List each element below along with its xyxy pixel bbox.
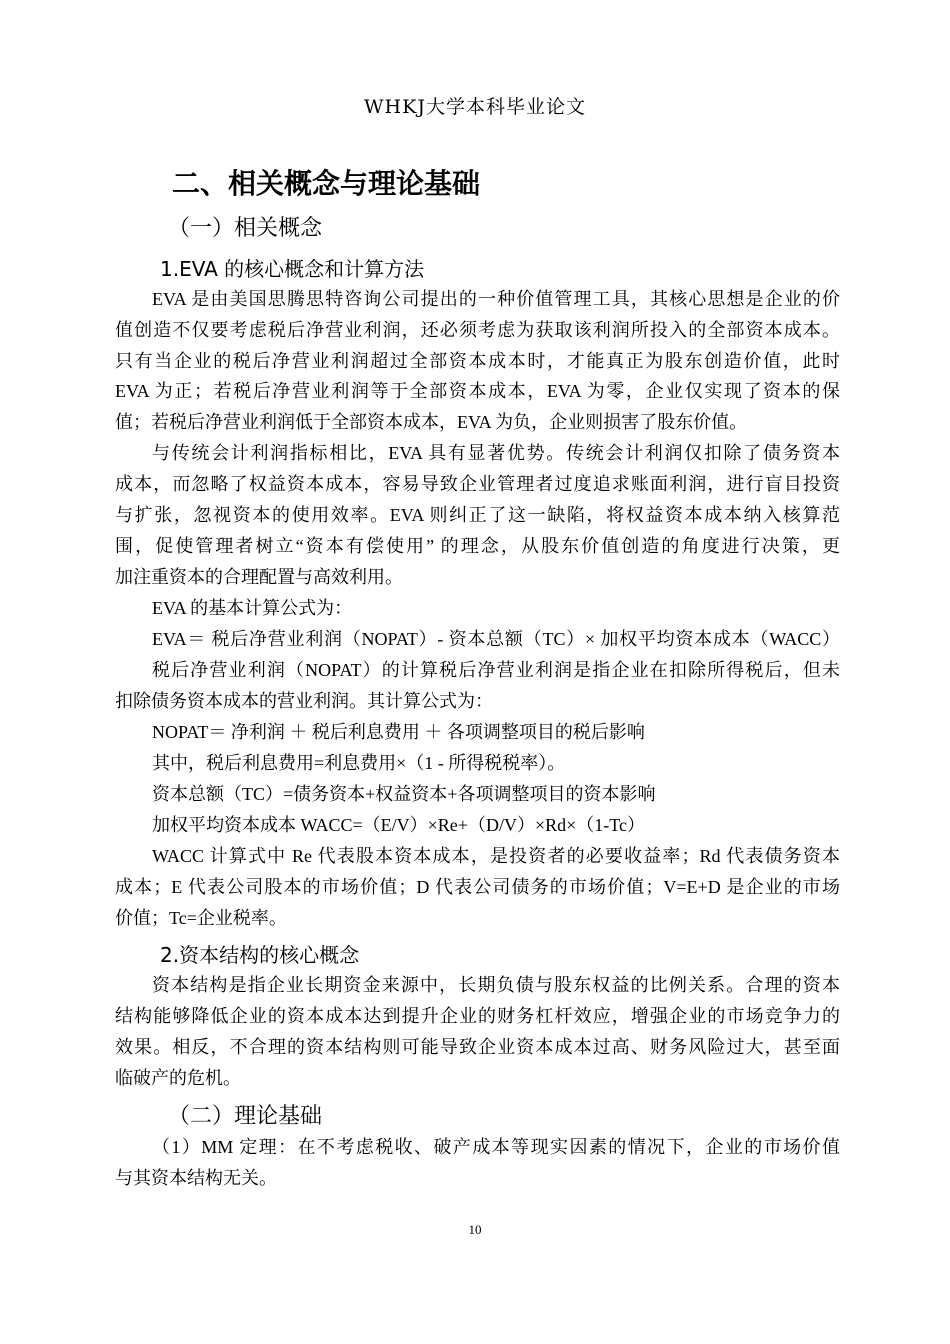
paragraph-line: EVA 是由美国思腾思特咨询公司提出的一种价值管理工具，其核心思想是企业的价: [152, 289, 840, 309]
formula-interest: 其中，税后利息费用=利息费用×（1 - 所得税税率）。: [152, 753, 566, 773]
paragraph-line: 值创造不仅要考虑税后净营业利润，还必须考虑为获取该利润所投入的全部资本成本。: [115, 320, 840, 340]
paragraph-line: 价值；Tc=企业税率。: [115, 908, 287, 928]
formula-intro: EVA 的基本计算公式为：: [152, 598, 353, 618]
paragraph-line: 资本结构是指企业长期资金来源中，长期负债与股东权益的比例关系。合理的资本: [152, 975, 840, 995]
formula-eva: EVA＝ 税后净营业利润（NOPAT）- 资本总额（TC）× 加权平均资本成本（WACC）: [152, 629, 840, 649]
page-number: 10: [468, 1222, 482, 1237]
paragraph-line: EVA 为正；若税后净营业利润等于全部资本成本，EVA 为零，企业仅实现了资本的保: [115, 381, 840, 401]
paragraph-line: （1）MM 定理：在不考虑税收、破产成本等现实因素的情况下，企业的市场价值: [152, 1137, 840, 1157]
subsection-title-eva: 1.EVA 的核心概念和计算方法: [160, 257, 425, 281]
paragraph-line: 扣除债务资本成本的营业利润。其计算公式为：: [115, 691, 493, 711]
paragraph-line: WACC 计算式中 Re 代表股本资本成本，是投资者的必要收益率；Rd 代表债务资本: [152, 846, 840, 866]
paragraph-line: 结构能够降低企业的资本成本达到提升企业的财务杠杆效应，增强企业的市场竞争力的: [115, 1006, 840, 1026]
paragraph-line: 围，促使管理者树立“资本有偿使用” 的理念，从股东价值创造的角度进行决策，更: [115, 536, 840, 556]
formula-nopat: NOPAT＝ 净利润 ＋ 税后利息费用 ＋ 各项调整项目的税后影响: [152, 722, 645, 742]
section-title-theory: （二）理论基础: [168, 1104, 323, 1129]
formula-tc: 资本总额（TC）=债务资本+权益资本+各项调整项目的资本影响: [152, 784, 656, 804]
paragraph-line: 值；若税后净营业利润低于全部资本成本，EVA 为负，企业则损害了股东价值。: [115, 412, 748, 432]
paragraph-line: 临破产的危机。: [115, 1068, 241, 1088]
paragraph-line: 只有当企业的税后净营业利润超过全部资本成本时，才能真正为股东创造价值，此时: [115, 351, 840, 371]
chapter-title: 二、相关概念与理论基础: [172, 167, 481, 200]
section-title-concepts: （一）相关概念: [168, 216, 323, 241]
paragraph-line: 与其资本结构无关。: [115, 1168, 277, 1188]
paragraph-line: 与扩张，忽视资本的使用效率。EVA 则纠正了这一缺陷，将权益资本成本纳入核算范: [115, 505, 840, 525]
paragraph-line: 效果。相反，不合理的资本结构则可能导致企业资本成本过高、财务风险过大，甚至面: [115, 1037, 840, 1057]
formula-wacc: 加权平均资本成本 WACC=（E/V）×Re+（D/V）×Rd×（1-Tc）: [152, 815, 645, 835]
page-header: WHKJ大学本科毕业论文: [364, 96, 586, 118]
paragraph-line: 加注重资本的合理配置与高效利用。: [115, 567, 403, 587]
paragraph-line: 成本；E 代表公司股本的市场价值；D 代表公司债务的市场价值；V=E+D 是企业的市场: [115, 877, 840, 897]
paragraph-line: 税后净营业利润（NOPAT）的计算税后净营业利润是指企业在扣除所得税后，但未: [152, 660, 840, 680]
subsection-title-capital-structure: 2.资本结构的核心概念: [160, 943, 360, 967]
paragraph-line: 成本，而忽略了权益资本成本，容易导致企业管理者过度追求账面利润，进行盲目投资: [115, 474, 840, 494]
paragraph-line: 与传统会计利润指标相比，EVA 具有显著优势。传统会计利润仅扣除了债务资本: [152, 443, 840, 463]
